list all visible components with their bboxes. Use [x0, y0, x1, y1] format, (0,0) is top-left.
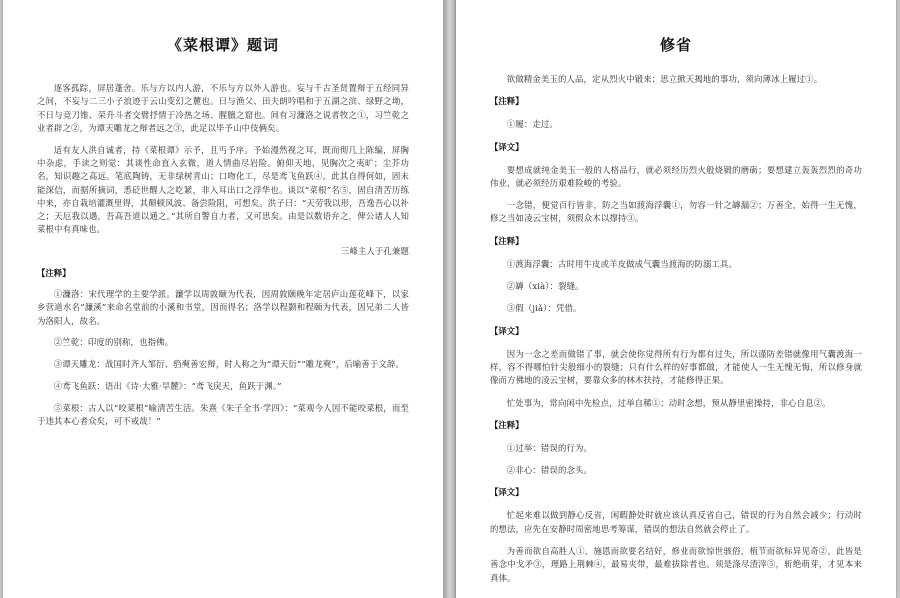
body-paragraph: 适有友人洪自诚者，持《菜根谭》示予，且丐予序。予始漫然视之耳，既而彻几上陈编，屏胸中杂虑，手读之则觉：其谈性命直入玄微，道人情曲尽岩险。俯仰天地，见胸次之夷旷；尘芥功名，知识趣之高远。笔底陶铸，无非绿树青山；口吻化工，尽是鸢飞鱼跃④。此其自得何如，固未能深信，而据所摘词，悉砭世醒人之吃紧，非入耳出口之浮华也。谈以“菜根”名⑤，固自清苦历练中来，亦自栽培灌溉里得，其颠顿风波、备尝险阻，可想矣。洪子曰：“天劳我以形，吾逸吾心以补之；天厄我以遇，吾高吾道以通之。”其所自警自力者，又可思矣。由是以数语弁之，俾公诸人人知菜根中有真味也。 [37, 144, 409, 235]
section-heading: 【注释】 [490, 419, 524, 430]
body-paragraph: 忙起来难以做到静心反省，闲暇静处时就应该认真反省自己，错误的行为自然会减少；行动时的想法，应先在安静时周密地思考筹谋，错误的想法自然就会停止了。 [490, 510, 862, 534]
note-item: ①渡海浮囊：古时用牛皮或羊皮做成气囊当渡海的防溺工具。 [506, 258, 737, 269]
note-item: ①履：走过。 [506, 119, 558, 130]
section-heading: 【译文】 [490, 141, 524, 152]
left-page [3, 0, 443, 598]
note-item: ②竺乾：印度的别称，也指佛。 [53, 337, 174, 348]
note-item: ①过举：错误的行为。 [506, 442, 593, 453]
right-page [456, 0, 896, 598]
right-page-content [490, 0, 862, 594]
body-paragraph: 忙处事为，常向闲中先检点，过举自稀①；动时念想，预从静里密操持，非心自息②。 [506, 397, 831, 408]
notes-heading: 【注释】 [37, 268, 71, 279]
note-item: ③假（jiǎ）：凭借。 [506, 303, 582, 314]
body-paragraph: 要想成就纯金美玉一般的人格品行，就必须经历烈火般烧锻的磨砺；要想建立轰轰烈烈的奇功伟业，就必须经历艰难险峻的考验。 [490, 164, 862, 188]
page-title: 修省 [659, 36, 692, 54]
note-item: ①濂洛：宋代理学的主要学派。濂学以周敦颐为代表，因周敦颐晚年定居庐山莲花峰下，以家乡营道水名“濂溪”来命名堂前的小溪和书堂，因而得名；洛学以程颢和程颐为代表，因兄弟二人皆为洛阳人，故名。 [37, 289, 409, 326]
body-paragraph: 一念错，便觉百行皆非，防之当如渡海浮囊①，勿容一针之罅漏②；万善全，始得一生无愧，修之当如凌云宝树，须假众木以撑持③。 [490, 200, 862, 224]
note-item: ②非心：错误的念头。 [506, 465, 593, 476]
signature: 三峰主人于孔兼题 [340, 246, 409, 257]
section-heading: 【注释】 [490, 235, 524, 246]
section-heading: 【注释】 [490, 96, 524, 107]
note-item: ②罅（xià）：裂缝。 [506, 281, 584, 292]
body-paragraph: 欲做精金美玉的人品，定从烈火中锻来；思立掀天揭地的事功，须向薄冰上履过①。 [506, 74, 823, 84]
body-paragraph: 为善而欲自高胜人①，施恩而欲要名结好，修业而欲惊世骇俗，植节而欲标异见奇②，此皆是善念中戈矛③，理路上荆棘④，最易夹带，最难拔除者也。须是涤尽渣滓⑤，斩绝萌芽，才见本来真体。 [490, 546, 862, 583]
note-item: ⑤菜根：古人以“咬菜根”喻清苦生活。朱熹《朱子全书·学四》：“菜观今人因不能咬菜根，而至于违其本心者众矣，可不戒哉！” [37, 402, 409, 427]
page-gutter [443, 0, 456, 598]
note-item: ④鸢飞鱼跃：语出《诗·大雅·旱麓》：“鸢飞戾天，鱼跃于渊。” [53, 381, 282, 392]
page-title: 《菜根谭》题词 [166, 36, 279, 54]
body-paragraph: 逐客孤踪，屏居蓬舍。乐与方以内人游，不乐与方以外人游也。妄与千古圣贤置辩于五经同异之间，不妄与二三小子浪迹于云山变幻之麓也。日与渔父、田夫朗吟唱和于五湖之滨、绿野之坳，不日与竞刀锥、荣升斗者交臂抒情于冷热之场、腥膻之窟也。间有习濂洛之说者牧之①，习竺乾之业者辟之②，为谭天雕龙之辩者远之③，此足以毕予山中伎俩矣。 [37, 83, 409, 133]
note-item: ③谭天雕龙：战国时齐人邹衍、驺奭善宏辩，时人称之为“谭天衍”“雕龙奭”，后喻善于文辞。 [53, 359, 404, 370]
section-heading: 【译文】 [490, 325, 524, 336]
section-heading: 【译文】 [490, 487, 524, 498]
body-paragraph: 因为一念之差而做错了事，就会使你觉得所有行为都有过失，所以谨防差错就像用气囊渡海一样，容不得哪怕针尖般细小的裂缝；只有什么样的好事都做，才能使人一生无愧无悔，所以修身就像而方佛地的凌云宝树，要靠众多的林木扶持，才能修得正果。 [490, 348, 862, 386]
left-page-content [37, 0, 409, 437]
